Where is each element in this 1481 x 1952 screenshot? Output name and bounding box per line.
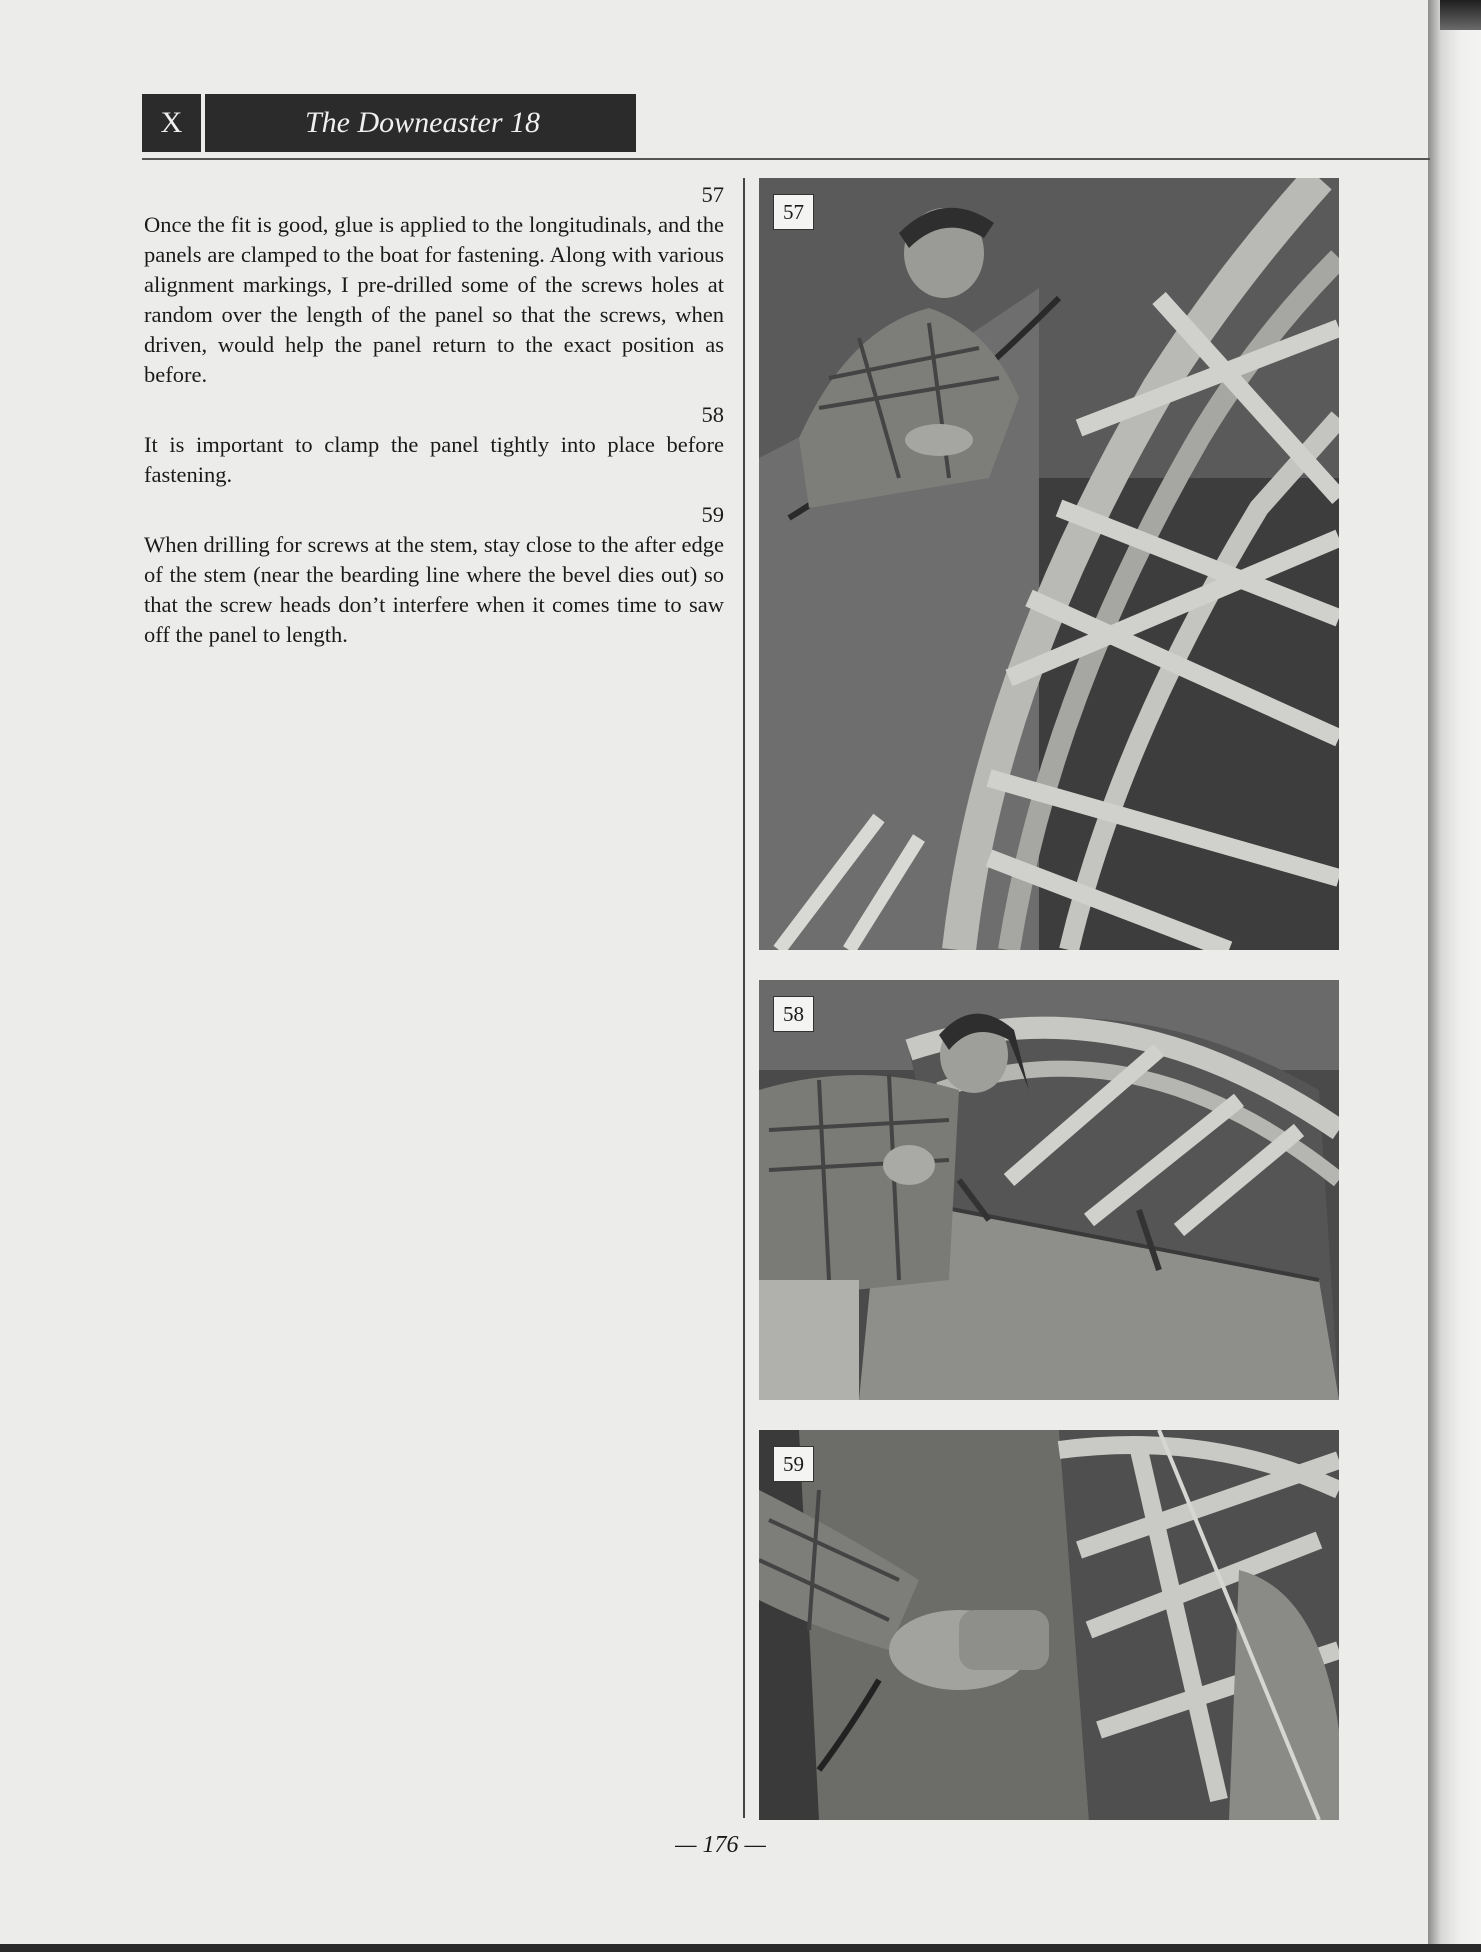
book-spine xyxy=(1428,0,1481,1952)
photo-57-image xyxy=(759,178,1339,950)
photo-59-image xyxy=(759,1430,1339,1820)
chapter-number: X xyxy=(142,94,201,152)
column-rule xyxy=(743,178,745,1818)
photo-label: 57 xyxy=(773,194,814,230)
spine-shadow xyxy=(1440,0,1481,30)
text-column xyxy=(144,180,724,660)
step-number: 58 xyxy=(701,402,724,427)
step-text: It is important to clamp the panel tightly into place before fastening. xyxy=(144,432,724,487)
photo-57 xyxy=(759,178,1339,950)
photo-58 xyxy=(759,980,1339,1400)
photo-label: 58 xyxy=(773,996,814,1032)
photo-59 xyxy=(759,1430,1339,1820)
step-text: Once the fit is good, glue is applied to the longitudinals, and the panels are clamped to the boat for fastening. Along with various alignment markings, I pre-drilled some of the screws holes at random over the length of the panel so that the screws, when driven, would help the panel return to the exact position as before. xyxy=(144,212,724,387)
step-number: 59 xyxy=(701,502,724,527)
photo-label: 59 xyxy=(773,1446,814,1482)
header-rule xyxy=(142,158,1430,160)
step-number: 57 xyxy=(701,182,724,207)
photo-58-image xyxy=(759,980,1339,1400)
page-number: — 176 — xyxy=(675,1832,766,1858)
scan-edge xyxy=(0,1944,1481,1952)
step-text: When drilling for screws at the stem, stay close to the after edge of the stem (near the bearding line where the bevel dies out) so that the screw heads don’t interfere when it comes time to saw off the panel to length. xyxy=(144,532,724,647)
chapter-header xyxy=(142,94,636,152)
chapter-title: The Downeaster 18 xyxy=(205,94,636,152)
